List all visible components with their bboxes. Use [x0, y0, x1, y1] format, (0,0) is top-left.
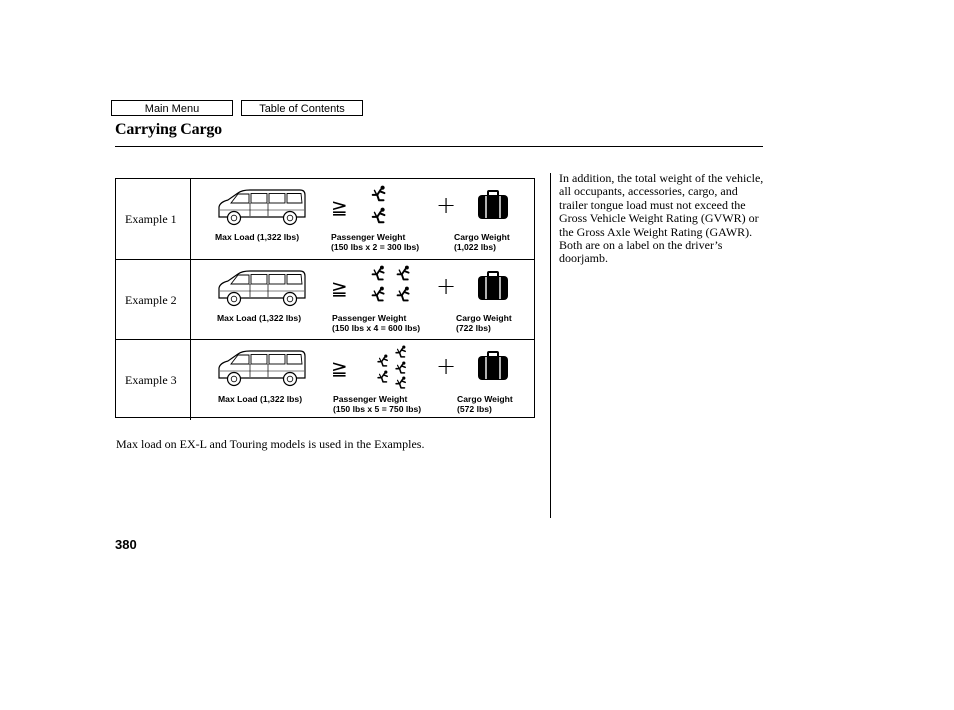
passenger-icon: [370, 207, 388, 225]
load-illustration: [192, 340, 534, 420]
example-row: [116, 259, 534, 340]
van-icon: [216, 348, 308, 388]
passenger-weight-calc: (150 lbs x 5 = 750 lbs): [333, 404, 422, 414]
passenger-weight-calc: (150 lbs x 4 = 600 lbs): [332, 323, 421, 333]
cargo-weight-title: Cargo Weight: [456, 313, 512, 323]
passenger-icon: [394, 361, 408, 375]
example-row: [116, 339, 534, 420]
max-load-caption: Max Load (1,322 lbs): [217, 313, 302, 323]
passenger-icon: [395, 286, 412, 303]
passenger-icon: [394, 345, 408, 359]
example-row: [116, 179, 534, 259]
passenger-weight-title: Passenger Weight: [332, 313, 407, 323]
plus-symbol: +: [436, 272, 457, 300]
table-of-contents-button[interactable]: Table of Contents: [241, 100, 363, 116]
max-load-caption: Max Load (1,322 lbs): [215, 232, 300, 242]
example-label: Example 2: [116, 260, 191, 340]
weight-rating-paragraph: In addition, the total weight of the vehicle, all occupants, accessories, cargo, and trailer tongue load must not exceed the Gross Vehicle Weight Rating (GVWR) or the Gross Axle Weight Rating (GAWR). Both are on a label on the driver’s doorjamb.: [559, 171, 764, 266]
plus-symbol: +: [436, 352, 457, 380]
cargo-weight-value: (572 lbs): [457, 404, 492, 414]
load-illustration: [192, 260, 534, 340]
examples-table: [115, 178, 535, 418]
example-label: Example 1: [116, 179, 191, 259]
main-menu-button[interactable]: Main Menu: [111, 100, 233, 116]
passenger-weight-title: Passenger Weight: [331, 232, 406, 242]
passenger-weight-calc: (150 lbs x 2 = 300 lbs): [331, 242, 420, 252]
greater-equal-symbol: ≧: [331, 276, 348, 300]
passenger-icon: [376, 354, 390, 368]
van-icon: [216, 268, 308, 308]
plus-symbol: +: [436, 191, 457, 219]
example-label: Example 3: [116, 340, 191, 420]
passenger-icon: [370, 185, 388, 203]
cargo-weight-title: Cargo Weight: [454, 232, 510, 242]
title-divider: [115, 146, 763, 147]
passenger-icon: [394, 376, 408, 390]
luggage-icon: [476, 190, 510, 220]
examples-note: Max load on EX-L and Touring models is used in the Examples.: [116, 437, 425, 451]
passenger-icon: [370, 286, 387, 303]
greater-equal-symbol: ≧: [331, 195, 348, 219]
cargo-weight-value: (722 lbs): [456, 323, 491, 333]
cargo-weight-value: (1,022 lbs): [454, 242, 497, 252]
greater-equal-symbol: ≧: [331, 356, 348, 380]
page-title: Carrying Cargo: [115, 121, 222, 138]
load-illustration: [192, 179, 534, 259]
passenger-weight-title: Passenger Weight: [333, 394, 408, 404]
luggage-icon: [476, 271, 510, 301]
column-divider: [550, 173, 551, 518]
passenger-icon: [370, 265, 387, 282]
luggage-icon: [476, 351, 510, 381]
page-number: 380: [115, 537, 137, 552]
max-load-caption: Max Load (1,322 lbs): [218, 394, 303, 404]
van-icon: [216, 187, 308, 227]
cargo-weight-title: Cargo Weight: [457, 394, 513, 404]
passenger-icon: [395, 265, 412, 282]
passenger-icon: [376, 370, 390, 384]
